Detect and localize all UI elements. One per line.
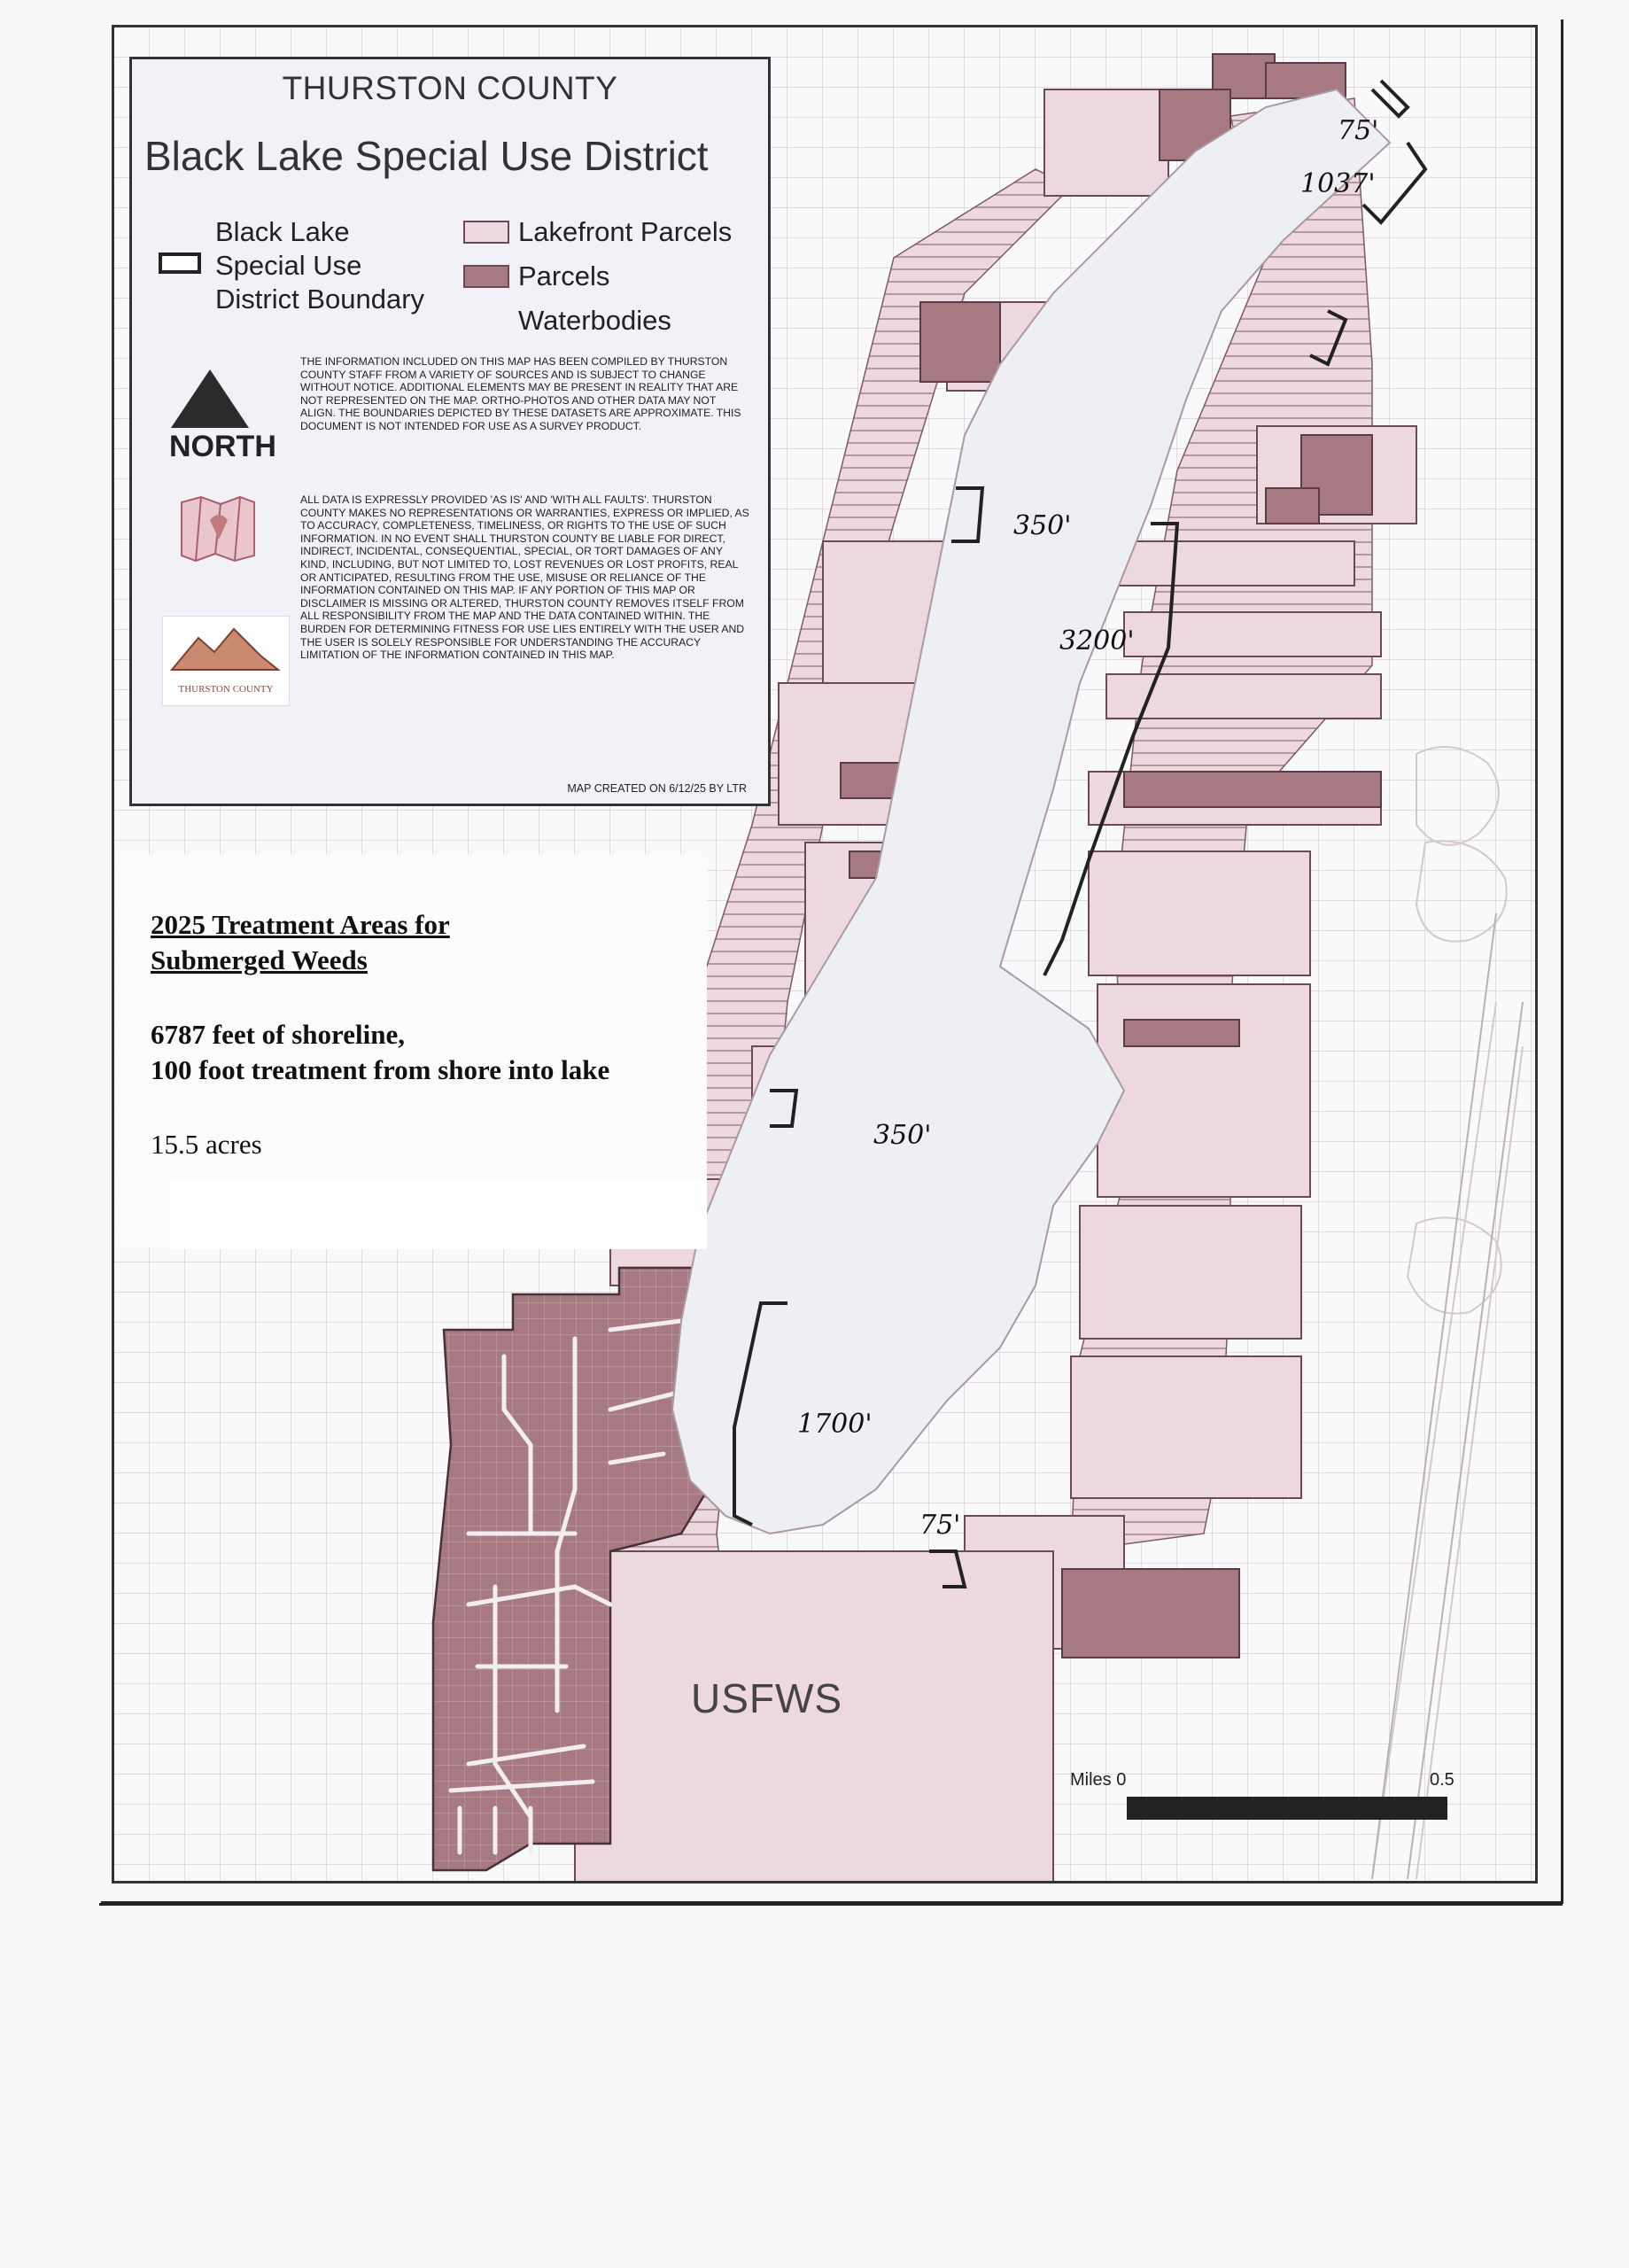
- parcels-label: Parcels: [518, 260, 610, 291]
- scale-bar: [1127, 1797, 1447, 1820]
- county-logo: [162, 616, 290, 706]
- disclaimer-2: ALL DATA IS EXPRESSLY PROVIDED 'AS IS' AND 'WITH ALL FAULTS'. THURSTON COUNTY MAKES NO REPRESENTATIONS OR WARRANTIES, EXPRESS OR IMPLIED, AS TO ACCURACY, COMPLETENESS, TIMELINESS, OR RIGHTS TO THE USE OF SUCH INFORMATION. IN NO EVENT SHALL THURSTON COUNTY BE LIABLE FOR DIRECT, INDIRECT, INCIDENTAL, CONSEQUENTIAL, SPECIAL, OR TORT DAMAGES OF ANY KIND, INCLUDING, BUT NOT LIMITED TO, LOST REVENUES OR LOST PROFITS, REAL OR ANTICIPATED, RESULTING FROM THE USE, MISUSE OR RELIANCE OF THE INFORMATION CONTAINED ON THIS MAP. IF ANY PORTION OF THIS MAP OR DISCLAIMER IS MISSING OR ALTERED, THURSTON COUNTY REMOVES ITSELF FROM ALL RESPONSIBILITY FROM THE MAP AND THE DATA CONTAINED WITHIN. THE BURDEN FOR DETERMINING FITNESS FOR USE LIES ENTIRELY WITH THE USER AND THE USER IS SOLELY RESPONSIBLE FOR UNDERSTANDING THE ACCURACY LIMITATION OF THE INFORMATION CONTAINED IN THIS MAP.: [300, 493, 749, 662]
- usfws-label: USFWS: [691, 1675, 843, 1721]
- legend-box: [129, 57, 771, 806]
- lakefront-swatch: [463, 221, 509, 244]
- annotation-east-3200: 3200': [1059, 625, 1135, 656]
- annotation-west-1700: 1700': [797, 1409, 873, 1440]
- boundary-label-3: District Boundary: [215, 284, 425, 315]
- legend-county: THURSTON COUNTY: [282, 70, 618, 106]
- treatment-distance: 100 foot treatment from shore into lake: [151, 1054, 610, 1085]
- geodata-logo-icon: [175, 493, 260, 591]
- north-arrow-icon: [171, 369, 249, 428]
- bottom-rule: [99, 1903, 1563, 1906]
- parcels-swatch: [463, 265, 509, 288]
- boundary-label-2: Special Use: [215, 250, 362, 281]
- treatment-acres: 15.5 acres: [151, 1129, 262, 1160]
- north-label: NORTH: [169, 430, 276, 463]
- scale-label-end: 0.5: [1430, 1770, 1454, 1790]
- map-created: MAP CREATED ON 6/12/25 BY LTR: [567, 782, 747, 795]
- treatment-shoreline: 6787 feet of shoreline,: [151, 1019, 405, 1050]
- annotation-south-75: 75': [919, 1510, 961, 1541]
- treatment-title-2: Submerged Weeds: [151, 944, 368, 975]
- waterbodies-label: Waterbodies: [518, 305, 671, 336]
- disclaimer-1: THE INFORMATION INCLUDED ON THIS MAP HAS BEEN COMPILED BY THURSTON COUNTY STAFF FROM A VARIETY OF SOURCES AND IS SUBJECT TO CHANGE WITHOUT NOTICE. ADDITIONAL ELEMENTS MAY BE PRESENT IN REALITY THAT ARE NOT REPRESENTED ON THE MAP. ORTHO-PHOTOS AND OTHER DATA MAY NOT ALIGN. THE BOUNDARIES DEPICTED BY THESE DATASETS ARE APPROXIMATE. THIS DOCUMENT IS NOT INTENDED FOR USE AS A SURVEY PRODUCT.: [300, 355, 741, 432]
- county-logo-text: THURSTON COUNTY: [178, 684, 274, 695]
- annotation-west-350-upper: 350': [1013, 510, 1072, 541]
- annotation-top-75: 75': [1338, 115, 1379, 146]
- scale-label-start: Miles 0: [1070, 1770, 1127, 1790]
- boundary-swatch: [159, 252, 201, 274]
- annotation-top-1037: 1037': [1300, 168, 1376, 199]
- county-logo-icon: [163, 617, 289, 679]
- annotation-west-350-lower: 350': [873, 1120, 932, 1151]
- lakefront-label: Lakefront Parcels: [518, 216, 733, 247]
- legend-title: Black Lake Special Use District: [144, 133, 709, 179]
- treatment-title-1: 2025 Treatment Areas for: [151, 909, 450, 940]
- whiteout-patch: [170, 1178, 707, 1249]
- boundary-label-1: Black Lake: [215, 216, 350, 247]
